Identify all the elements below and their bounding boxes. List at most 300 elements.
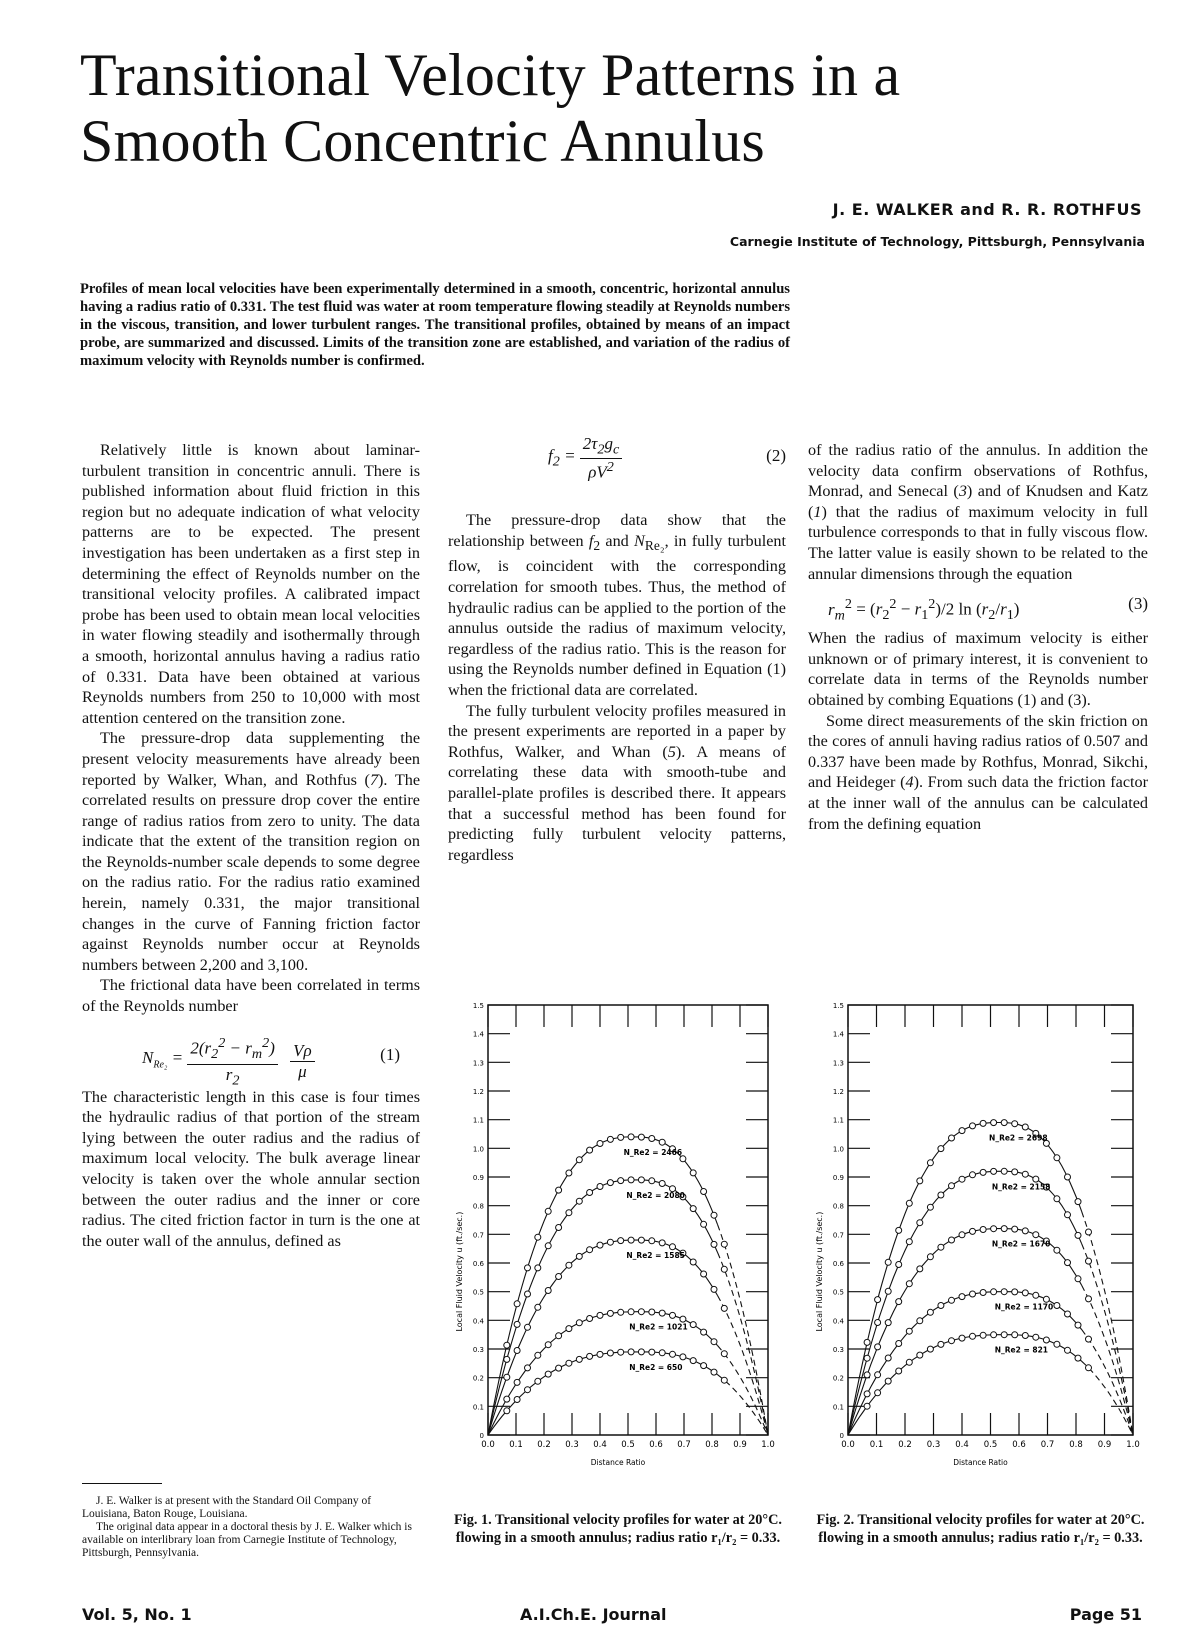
series-line bbox=[488, 1240, 718, 1435]
data-point bbox=[1075, 1199, 1081, 1205]
data-point bbox=[721, 1377, 727, 1383]
data-point bbox=[906, 1328, 912, 1334]
data-point bbox=[618, 1309, 624, 1315]
series-line bbox=[488, 1137, 718, 1435]
data-point bbox=[949, 1135, 955, 1141]
data-point bbox=[906, 1200, 912, 1206]
y-tick-label: 1.5 bbox=[472, 1002, 484, 1010]
data-point bbox=[535, 1265, 541, 1271]
data-point bbox=[959, 1176, 965, 1182]
data-point bbox=[690, 1322, 696, 1328]
data-point bbox=[576, 1320, 582, 1326]
data-point bbox=[670, 1351, 676, 1357]
data-point bbox=[587, 1190, 593, 1196]
data-point bbox=[556, 1333, 562, 1339]
data-point bbox=[875, 1297, 881, 1303]
y-tick-label: 0.7 bbox=[832, 1231, 844, 1240]
data-point bbox=[1086, 1365, 1092, 1371]
paragraph: When the radius of maximum velocity is either unknown or of primary interest, it is convenient to correlate data in terms of the Reynolds number obtained by combing Equations (1) and (3). bbox=[808, 629, 1148, 709]
data-point bbox=[991, 1289, 997, 1295]
data-point bbox=[597, 1141, 603, 1147]
series-label: N_Re2 = 1021 bbox=[629, 1322, 688, 1332]
data-point bbox=[535, 1304, 541, 1310]
data-point bbox=[927, 1346, 933, 1352]
data-point bbox=[597, 1184, 603, 1190]
data-point bbox=[938, 1341, 944, 1347]
data-point bbox=[917, 1178, 923, 1184]
series-label: N_Re2 = 1670 bbox=[991, 1239, 1051, 1249]
x-tick-label: 0.5 bbox=[983, 1440, 998, 1450]
series-line-dashed bbox=[1082, 1212, 1133, 1435]
footer-volume: Vol. 5, No. 1 bbox=[82, 1605, 192, 1624]
series-line-dashed bbox=[718, 1296, 768, 1435]
data-point bbox=[1065, 1212, 1071, 1218]
data-point bbox=[949, 1338, 955, 1344]
data-point bbox=[535, 1378, 541, 1384]
figure-1-caption: Fig. 1. Transitional velocity profiles for water at 20°C. flowing in a smooth annulus; radius ratio r₁/r₂ = 0.33. bbox=[453, 1512, 783, 1546]
data-point bbox=[597, 1351, 603, 1357]
footnote-rule bbox=[82, 1483, 162, 1484]
data-point bbox=[1033, 1334, 1039, 1340]
series-line bbox=[848, 1123, 1082, 1436]
data-point bbox=[1043, 1296, 1049, 1302]
data-point bbox=[690, 1358, 696, 1364]
data-point bbox=[1022, 1290, 1028, 1296]
x-tick-label: 0.6 bbox=[1012, 1440, 1026, 1450]
data-point bbox=[535, 1234, 541, 1240]
data-point bbox=[587, 1247, 593, 1253]
footnote-text: The original data appear in a doctoral thesis by J. E. Walker which is available on interlibrary loan from Carnegie Institute of Technology, Pittsburgh, Pennsylvania. bbox=[82, 1521, 412, 1559]
data-point bbox=[618, 1178, 624, 1184]
x-tick-label: 0.4 bbox=[593, 1440, 607, 1450]
data-point bbox=[638, 1309, 644, 1315]
y-tick-label: 1.2 bbox=[472, 1088, 484, 1096]
data-point bbox=[597, 1312, 603, 1318]
data-point bbox=[721, 1266, 727, 1272]
y-tick-label: 0.4 bbox=[472, 1317, 484, 1326]
data-point bbox=[1054, 1247, 1060, 1253]
y-tick-label: 0.3 bbox=[472, 1346, 484, 1354]
data-point bbox=[906, 1281, 912, 1287]
x-tick-label: 0.3 bbox=[565, 1440, 579, 1450]
data-point bbox=[885, 1378, 891, 1384]
data-point bbox=[659, 1310, 665, 1316]
data-point bbox=[701, 1221, 707, 1227]
y-tick-label: 0.2 bbox=[472, 1374, 484, 1383]
data-point bbox=[980, 1227, 986, 1233]
data-point bbox=[587, 1353, 593, 1359]
data-point bbox=[991, 1332, 997, 1338]
data-point bbox=[970, 1291, 976, 1297]
series-label: N_Re2 = 1585 bbox=[626, 1251, 685, 1261]
series-label: N_Re2 = 1170 bbox=[994, 1302, 1054, 1312]
data-point bbox=[1054, 1155, 1060, 1161]
data-point bbox=[1054, 1303, 1060, 1309]
data-point bbox=[566, 1360, 572, 1366]
x-tick-label: 0.9 bbox=[733, 1440, 747, 1450]
data-point bbox=[1075, 1322, 1081, 1328]
data-point bbox=[514, 1379, 520, 1385]
series-line bbox=[848, 1229, 1082, 1435]
data-point bbox=[875, 1372, 881, 1378]
data-point bbox=[701, 1329, 707, 1335]
data-point bbox=[885, 1259, 891, 1265]
data-point bbox=[1012, 1169, 1018, 1175]
x-tick-label: 0.9 bbox=[1097, 1440, 1112, 1450]
data-point bbox=[721, 1351, 727, 1357]
figure-2-chart bbox=[808, 1000, 1153, 1500]
data-point bbox=[1022, 1171, 1028, 1177]
series-line-dashed bbox=[718, 1346, 768, 1435]
data-point bbox=[649, 1238, 655, 1244]
y-tick-label: 0.6 bbox=[472, 1260, 484, 1268]
data-point bbox=[607, 1136, 613, 1142]
y-tick-label: 1.2 bbox=[832, 1088, 844, 1096]
y-tick-label: 0 bbox=[839, 1432, 844, 1440]
data-point bbox=[949, 1183, 955, 1189]
equation-number: (1) bbox=[380, 1044, 400, 1064]
data-point bbox=[638, 1134, 644, 1140]
authors: J. E. WALKER and R. R. ROTHFUS bbox=[832, 200, 1142, 219]
data-point bbox=[525, 1324, 531, 1330]
data-point bbox=[980, 1169, 986, 1175]
data-point bbox=[1001, 1120, 1007, 1126]
y-tick-label: 0.6 bbox=[832, 1260, 844, 1268]
data-point bbox=[576, 1157, 582, 1163]
data-point bbox=[1075, 1355, 1081, 1361]
data-point bbox=[959, 1294, 965, 1300]
paragraph: The characteristic length in this case is four times the hydraulic radius of that portion of the stream lying between the outer radius and the radius of maximum local velocity. The bulk average linear velocity is taken over the whole annular section between the outer radius and the inner or core radius. The cited friction factor in turn is the one at the outer wall of the annulus, defined as bbox=[82, 1087, 420, 1250]
paragraph: The fully turbulent velocity profiles measured in the present experiments are reported in a paper by Rothfus, Walker, and Whan (5). A means of correlating these data with smooth-tube and parallel-plate profiles is described there. It appears that a successful method has been found for predicting fully turbulent velocity patterns, regardless bbox=[448, 701, 787, 864]
data-point bbox=[566, 1170, 572, 1176]
y-tick-label: 0.2 bbox=[832, 1374, 844, 1383]
data-point bbox=[587, 1147, 593, 1153]
x-tick-label: 0.5 bbox=[621, 1440, 635, 1450]
data-point bbox=[864, 1355, 870, 1361]
data-point bbox=[556, 1225, 562, 1231]
data-point bbox=[670, 1312, 676, 1318]
data-point bbox=[959, 1128, 965, 1134]
paragraph: Some direct measurements of the skin friction on the cores of annuli having radius ratios of 0.507 and 0.337 have been made by Rothfus, Monrad, Sikchi, and Heideger (4). From such data the friction factor at the inner wall of the annulus can be calculated from the defining equation bbox=[808, 711, 1148, 833]
y-tick-label: 1.4 bbox=[832, 1030, 844, 1039]
paragraph: The frictional data have been correlated in terms of the Reynolds number bbox=[82, 976, 420, 1016]
data-point bbox=[1065, 1347, 1071, 1353]
data-point bbox=[1033, 1292, 1039, 1298]
series-label: N_Re2 = 2466 bbox=[623, 1147, 683, 1157]
equation-number: (3) bbox=[1128, 594, 1148, 614]
data-point bbox=[701, 1271, 707, 1277]
data-point bbox=[875, 1390, 881, 1396]
data-point bbox=[949, 1237, 955, 1243]
column-1 bbox=[82, 440, 420, 1251]
data-point bbox=[711, 1369, 717, 1375]
data-point bbox=[556, 1274, 562, 1280]
data-point bbox=[566, 1262, 572, 1268]
data-point bbox=[1001, 1332, 1007, 1338]
data-point bbox=[938, 1244, 944, 1250]
data-point bbox=[885, 1320, 891, 1326]
data-point bbox=[885, 1355, 891, 1361]
data-point bbox=[504, 1356, 510, 1362]
y-tick-label: 1.0 bbox=[472, 1145, 484, 1154]
data-point bbox=[875, 1320, 881, 1326]
data-point bbox=[1054, 1341, 1060, 1347]
data-point bbox=[576, 1198, 582, 1204]
series-line-dashed bbox=[718, 1375, 768, 1435]
data-point bbox=[1022, 1228, 1028, 1234]
data-point bbox=[864, 1339, 870, 1345]
data-point bbox=[680, 1316, 686, 1322]
series-line bbox=[848, 1292, 1082, 1435]
x-tick-label: 0.2 bbox=[537, 1440, 551, 1450]
data-point bbox=[1086, 1229, 1092, 1235]
data-point bbox=[618, 1349, 624, 1355]
y-tick-label: 0.1 bbox=[472, 1403, 484, 1412]
data-point bbox=[597, 1242, 603, 1248]
data-point bbox=[711, 1212, 717, 1218]
y-tick-label: 1.0 bbox=[832, 1145, 844, 1154]
y-tick-label: 0 bbox=[479, 1432, 484, 1440]
data-point bbox=[1012, 1121, 1018, 1127]
data-point bbox=[711, 1339, 717, 1345]
data-point bbox=[638, 1237, 644, 1243]
data-point bbox=[607, 1350, 613, 1356]
data-point bbox=[566, 1326, 572, 1332]
data-point bbox=[504, 1374, 510, 1380]
data-point bbox=[949, 1297, 955, 1303]
paragraph: The pressure-drop data show that the relationship between $f_2$ and $N_{Re_2}$, in fully turbulent flow, is coincident with the corresponding correlation for smooth tubes. Thus, the method of hydraulic radius can be applied to the portion of the annulus outside the radius of maximum velocity, regardless of the radius ratio. This is the reason for using the Reynolds number defined in Equation (1) when the frictional data are correlated. bbox=[448, 511, 787, 699]
y-tick-label: 0.3 bbox=[832, 1346, 844, 1354]
equation-1: $N_{Re_2}$ = $\frac{2(r_2^2 - r_m^2)}{r_2}$ $\frac{V\rho}{\mu}$ (1) bbox=[142, 1034, 400, 1089]
series-line bbox=[488, 1352, 718, 1435]
data-point bbox=[927, 1254, 933, 1260]
abstract: Profiles of mean local velocities have been experimentally determined in a smooth, concentric, horizontal annulus having a radius ratio of 0.331. The test fluid was water at room temperature flowing steadily at Reynolds numbers in the viscous, transition, and lower turbulent ranges. The transitional profiles, obtained by means of an impact probe, are summarized and discussed. Limits of the transition zone are established, and variation of the radius of maximum velocity with Reynolds number is confirmed. bbox=[80, 281, 790, 369]
data-point bbox=[711, 1241, 717, 1247]
data-point bbox=[721, 1305, 727, 1311]
data-point bbox=[980, 1290, 986, 1296]
data-point bbox=[1065, 1260, 1071, 1266]
data-point bbox=[1012, 1226, 1018, 1232]
column-3 bbox=[808, 440, 1148, 834]
figure-1-chart bbox=[448, 1000, 788, 1500]
data-point bbox=[927, 1309, 933, 1315]
data-point bbox=[628, 1309, 634, 1315]
data-point bbox=[1075, 1232, 1081, 1238]
x-tick-label: 0.6 bbox=[649, 1440, 663, 1450]
footer-journal: A.I.Ch.E. Journal bbox=[520, 1605, 667, 1624]
data-point bbox=[864, 1391, 870, 1397]
data-point bbox=[927, 1160, 933, 1166]
affiliation: Carnegie Institute of Technology, Pittsburgh, Pennsylvania bbox=[729, 234, 1145, 249]
y-axis-label: Local Fluid Velocity u (ft./sec.) bbox=[815, 1211, 824, 1332]
data-point bbox=[1086, 1336, 1092, 1342]
data-point bbox=[1001, 1226, 1007, 1232]
equation-2: $f_2$ = $\frac{2\tau_2g_c}{\rho V^2}$ (2) bbox=[548, 434, 786, 483]
series-line bbox=[488, 1180, 718, 1435]
data-point bbox=[587, 1316, 593, 1322]
data-point bbox=[576, 1253, 582, 1259]
data-point bbox=[504, 1342, 510, 1348]
footer-page: Page 51 bbox=[1069, 1605, 1142, 1624]
y-tick-label: 0.7 bbox=[472, 1231, 484, 1240]
data-point bbox=[885, 1288, 891, 1294]
data-point bbox=[690, 1259, 696, 1265]
data-point bbox=[690, 1206, 696, 1212]
equation-number: (2) bbox=[766, 446, 786, 465]
data-point bbox=[556, 1365, 562, 1371]
data-point bbox=[1033, 1232, 1039, 1238]
y-tick-label: 0.9 bbox=[832, 1174, 844, 1182]
y-tick-label: 0.5 bbox=[832, 1288, 844, 1297]
data-point bbox=[917, 1318, 923, 1324]
x-tick-label: 0.7 bbox=[677, 1440, 691, 1450]
data-point bbox=[1086, 1258, 1092, 1264]
data-point bbox=[970, 1333, 976, 1339]
paragraph: The pressure-drop data supplementing the present velocity measurements have already been reported by Walker, Whan, and Rothfus (7). The correlated results on pressure drop cover the entire range of radius ratios from zero to unity. The data indicate that the extent of the transition region on the Reynolds-number scale depends to some degree on the radius ratio. For the radius ratio examined herein, namely 0.331, the major transitional changes in the curve of Fanning friction factor against Reynolds number occur at Reynolds numbers between 2,200 and 3,100. bbox=[82, 729, 420, 974]
data-point bbox=[906, 1359, 912, 1365]
data-point bbox=[514, 1397, 520, 1403]
data-point bbox=[1012, 1332, 1018, 1338]
data-point bbox=[1012, 1289, 1018, 1295]
data-point bbox=[959, 1335, 965, 1341]
data-point bbox=[556, 1187, 562, 1193]
y-tick-label: 1.4 bbox=[472, 1030, 484, 1039]
data-point bbox=[970, 1172, 976, 1178]
x-tick-label: 0.8 bbox=[1069, 1440, 1083, 1450]
y-tick-label: 0.5 bbox=[472, 1288, 484, 1297]
data-point bbox=[649, 1349, 655, 1355]
data-point bbox=[864, 1372, 870, 1378]
data-point bbox=[927, 1204, 933, 1210]
data-point bbox=[970, 1228, 976, 1234]
data-point bbox=[906, 1239, 912, 1245]
x-tick-label: 1.0 bbox=[761, 1440, 775, 1450]
data-point bbox=[896, 1262, 902, 1268]
plot-frame bbox=[488, 1005, 768, 1435]
data-point bbox=[938, 1303, 944, 1309]
data-point bbox=[896, 1227, 902, 1233]
data-point bbox=[938, 1146, 944, 1152]
data-point bbox=[1033, 1176, 1039, 1182]
data-point bbox=[525, 1265, 531, 1271]
data-point bbox=[917, 1352, 923, 1358]
data-point bbox=[618, 1134, 624, 1140]
paper-title: Transitional Velocity Patterns in a Smooth Concentric Annulus bbox=[80, 42, 901, 174]
data-point bbox=[875, 1344, 881, 1350]
data-point bbox=[701, 1363, 707, 1369]
data-point bbox=[628, 1134, 634, 1140]
data-point bbox=[545, 1208, 551, 1214]
x-tick-label: 0.8 bbox=[705, 1440, 719, 1450]
data-point bbox=[917, 1266, 923, 1272]
data-point bbox=[607, 1310, 613, 1316]
data-point bbox=[980, 1332, 986, 1338]
data-point bbox=[514, 1301, 520, 1307]
paragraph: of the radius ratio of the annulus. In addition the velocity data confirm observations of Rothfus, Monrad, and Senecal (3) and of Knudsen and Katz (1) that the radius of maximum velocity in full turbulence corresponds to that in fully viscous flow. The latter value is easily shown to be related to the annular dimensions through the equation bbox=[808, 441, 1148, 583]
y-tick-label: 0.8 bbox=[832, 1202, 844, 1211]
y-tick-label: 0.8 bbox=[472, 1202, 484, 1211]
data-point bbox=[525, 1387, 531, 1393]
x-tick-label: 0.1 bbox=[869, 1440, 884, 1450]
data-point bbox=[1086, 1296, 1092, 1302]
data-point bbox=[1022, 1124, 1028, 1130]
data-point bbox=[670, 1244, 676, 1250]
data-point bbox=[628, 1349, 634, 1355]
series-label: N_Re2 = 821 bbox=[994, 1345, 1049, 1355]
data-point bbox=[638, 1349, 644, 1355]
y-tick-label: 1.3 bbox=[832, 1059, 844, 1068]
x-tick-label: 0.3 bbox=[926, 1440, 941, 1450]
data-point bbox=[1065, 1311, 1071, 1317]
data-point bbox=[959, 1232, 965, 1238]
series-label: N_Re2 = 2080 bbox=[626, 1190, 685, 1200]
data-point bbox=[659, 1181, 665, 1187]
y-tick-label: 1.3 bbox=[472, 1059, 484, 1068]
data-point bbox=[1054, 1196, 1060, 1202]
data-point bbox=[1043, 1337, 1049, 1343]
data-point bbox=[545, 1371, 551, 1377]
data-point bbox=[628, 1237, 634, 1243]
data-point bbox=[896, 1341, 902, 1347]
data-point bbox=[680, 1354, 686, 1360]
data-point bbox=[1001, 1289, 1007, 1295]
figure-2-caption: Fig. 2. Transitional velocity profiles for water at 20°C. flowing in a smooth annulus; radius ratio r₁/r₂ = 0.33. bbox=[816, 1512, 1145, 1546]
data-point bbox=[970, 1123, 976, 1129]
data-point bbox=[545, 1243, 551, 1249]
data-point bbox=[1022, 1333, 1028, 1339]
data-point bbox=[991, 1168, 997, 1174]
data-point bbox=[607, 1180, 613, 1186]
data-point bbox=[659, 1139, 665, 1145]
data-point bbox=[690, 1170, 696, 1176]
y-tick-label: 0.4 bbox=[832, 1317, 844, 1326]
data-point bbox=[514, 1348, 520, 1354]
series-line-dashed bbox=[718, 1225, 768, 1435]
data-point bbox=[659, 1350, 665, 1356]
data-point bbox=[701, 1189, 707, 1195]
y-tick-label: 1.5 bbox=[832, 1002, 844, 1010]
footnote bbox=[82, 1495, 422, 1560]
x-tick-label: 0.2 bbox=[898, 1440, 912, 1450]
data-point bbox=[864, 1403, 870, 1409]
data-point bbox=[566, 1210, 572, 1216]
data-point bbox=[649, 1178, 655, 1184]
x-axis-label: Distance Ratio bbox=[590, 1458, 646, 1467]
data-point bbox=[649, 1136, 655, 1142]
y-tick-label: 0.1 bbox=[832, 1403, 844, 1412]
data-point bbox=[721, 1241, 727, 1247]
data-point bbox=[896, 1299, 902, 1305]
data-point bbox=[618, 1238, 624, 1244]
x-axis-label: Distance Ratio bbox=[953, 1458, 1008, 1467]
data-point bbox=[545, 1288, 551, 1294]
data-point bbox=[917, 1220, 923, 1226]
y-tick-label: 1.1 bbox=[472, 1116, 484, 1125]
data-point bbox=[980, 1120, 986, 1126]
x-tick-label: 0.0 bbox=[841, 1440, 855, 1450]
x-tick-label: 0.7 bbox=[1040, 1440, 1055, 1450]
data-point bbox=[1065, 1174, 1071, 1180]
data-point bbox=[525, 1365, 531, 1371]
y-tick-label: 0.9 bbox=[472, 1174, 484, 1182]
data-point bbox=[938, 1192, 944, 1198]
series-label: N_Re2 = 2158 bbox=[991, 1182, 1051, 1192]
data-point bbox=[504, 1408, 510, 1414]
data-point bbox=[991, 1226, 997, 1232]
data-point bbox=[628, 1177, 634, 1183]
x-tick-label: 0.1 bbox=[509, 1440, 523, 1450]
footnote-text: J. E. Walker is at present with the Standard Oil Company of Louisiana, Baton Rouge, Louisiana. bbox=[82, 1495, 372, 1520]
